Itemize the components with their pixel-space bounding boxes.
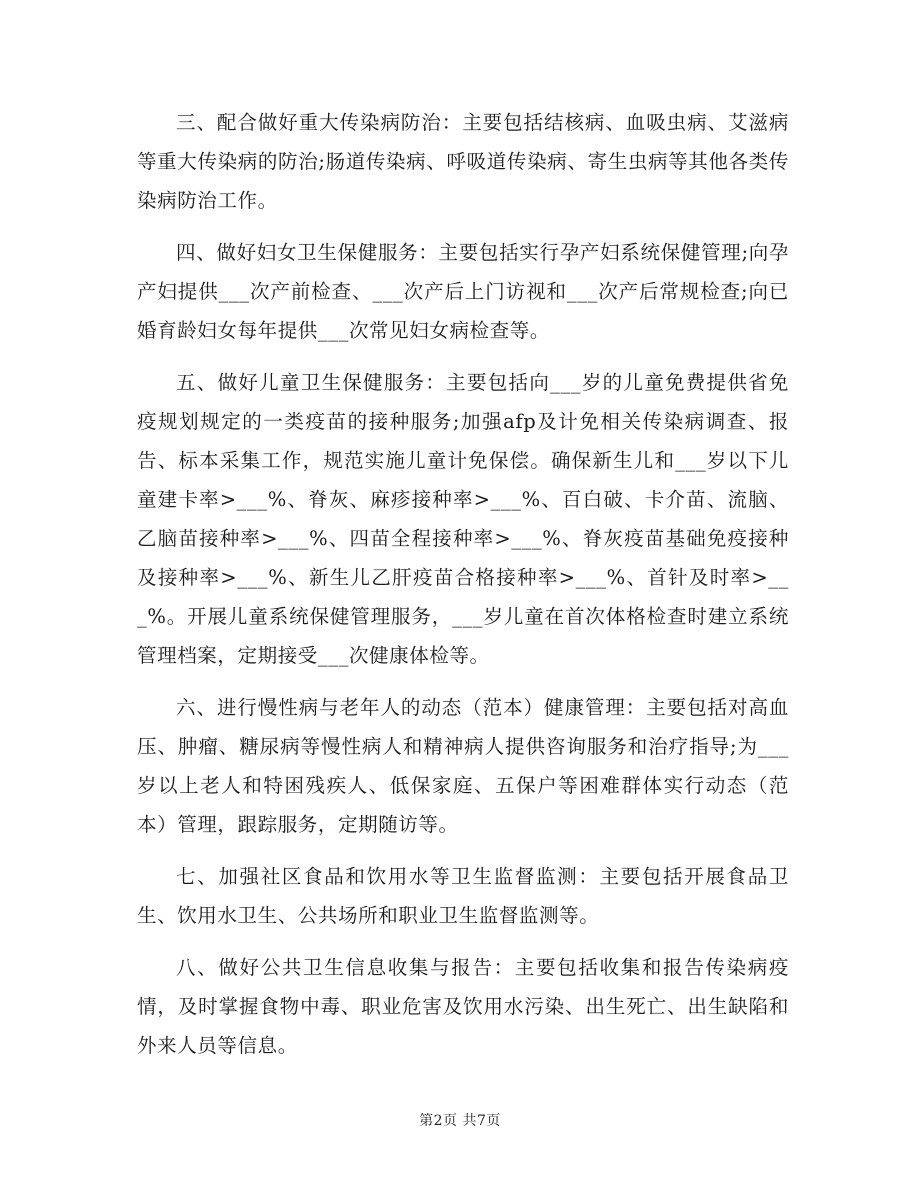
paragraph-child-health: 五、做好儿童卫生保健服务：主要包括向___岁的儿童免费提供省免疫规划规定的一类疫苗的接种服务;加强afp及计免相关传染病调查、报告、标本采集工作，规范实施儿童计免保偿。确保新生儿和___岁以下儿童建卡率>___%、脊灰、麻疹接种率>___%、百白破、卡介苗、流脑、乙脑苗接种率>___%、四苗全程接种率>___%、脊灰疫苗基础免疫接种及接种率>___%、新生儿乙肝疫苗合格接种率>___%、首针及时率>___%。开展儿童系统保健管理服务，___岁儿童在首次体格检查时建立系统管理档案，定期接受___次健康体检等。 xyxy=(137,371,789,667)
paragraph-infectious-disease: 三、配合做好重大传染病防治：主要包括结核病、血吸虫病、艾滋病等重大传染病的防治;肠道传染病、呼吸道传染病、寄生虫病等其他各类传染病防治工作。 xyxy=(137,111,789,212)
paragraph-chronic-disease: 六、进行慢性病与老年人的动态（范本）健康管理：主要包括对高血压、肿瘤、糖尿病等慢性病人和精神病人提供咨询服务和治疗指导;为___岁以上老人和特困残疾人、低保家庭、五保户等困难群体实行动态（范本）管理，跟踪服务，定期随访等。 xyxy=(137,696,789,836)
paragraph-women-health: 四、做好妇女卫生保健服务：主要包括实行孕产妇系统保健管理;向孕产妇提供___次产前检查、___次产后上门访视和___次产后常规检查;向已婚育龄妇女每年提供___次常见妇女病检查等。 xyxy=(137,241,789,342)
paragraph-food-water-supervision: 七、加强社区食品和饮用水等卫生监督监测：主要包括开展食品卫生、饮用水卫生、公共场所和职业卫生监督监测等。 xyxy=(137,865,789,927)
page-number-footer: 第2页 共7页 xyxy=(419,1113,501,1129)
document-body xyxy=(137,103,789,1078)
paragraph-info-reporting: 八、做好公共卫生信息收集与报告：主要包括收集和报告传染病疫情，及时掌握食物中毒、职业危害及饮用水污染、出生死亡、出生缺陷和外来人员等信息。 xyxy=(137,956,789,1057)
